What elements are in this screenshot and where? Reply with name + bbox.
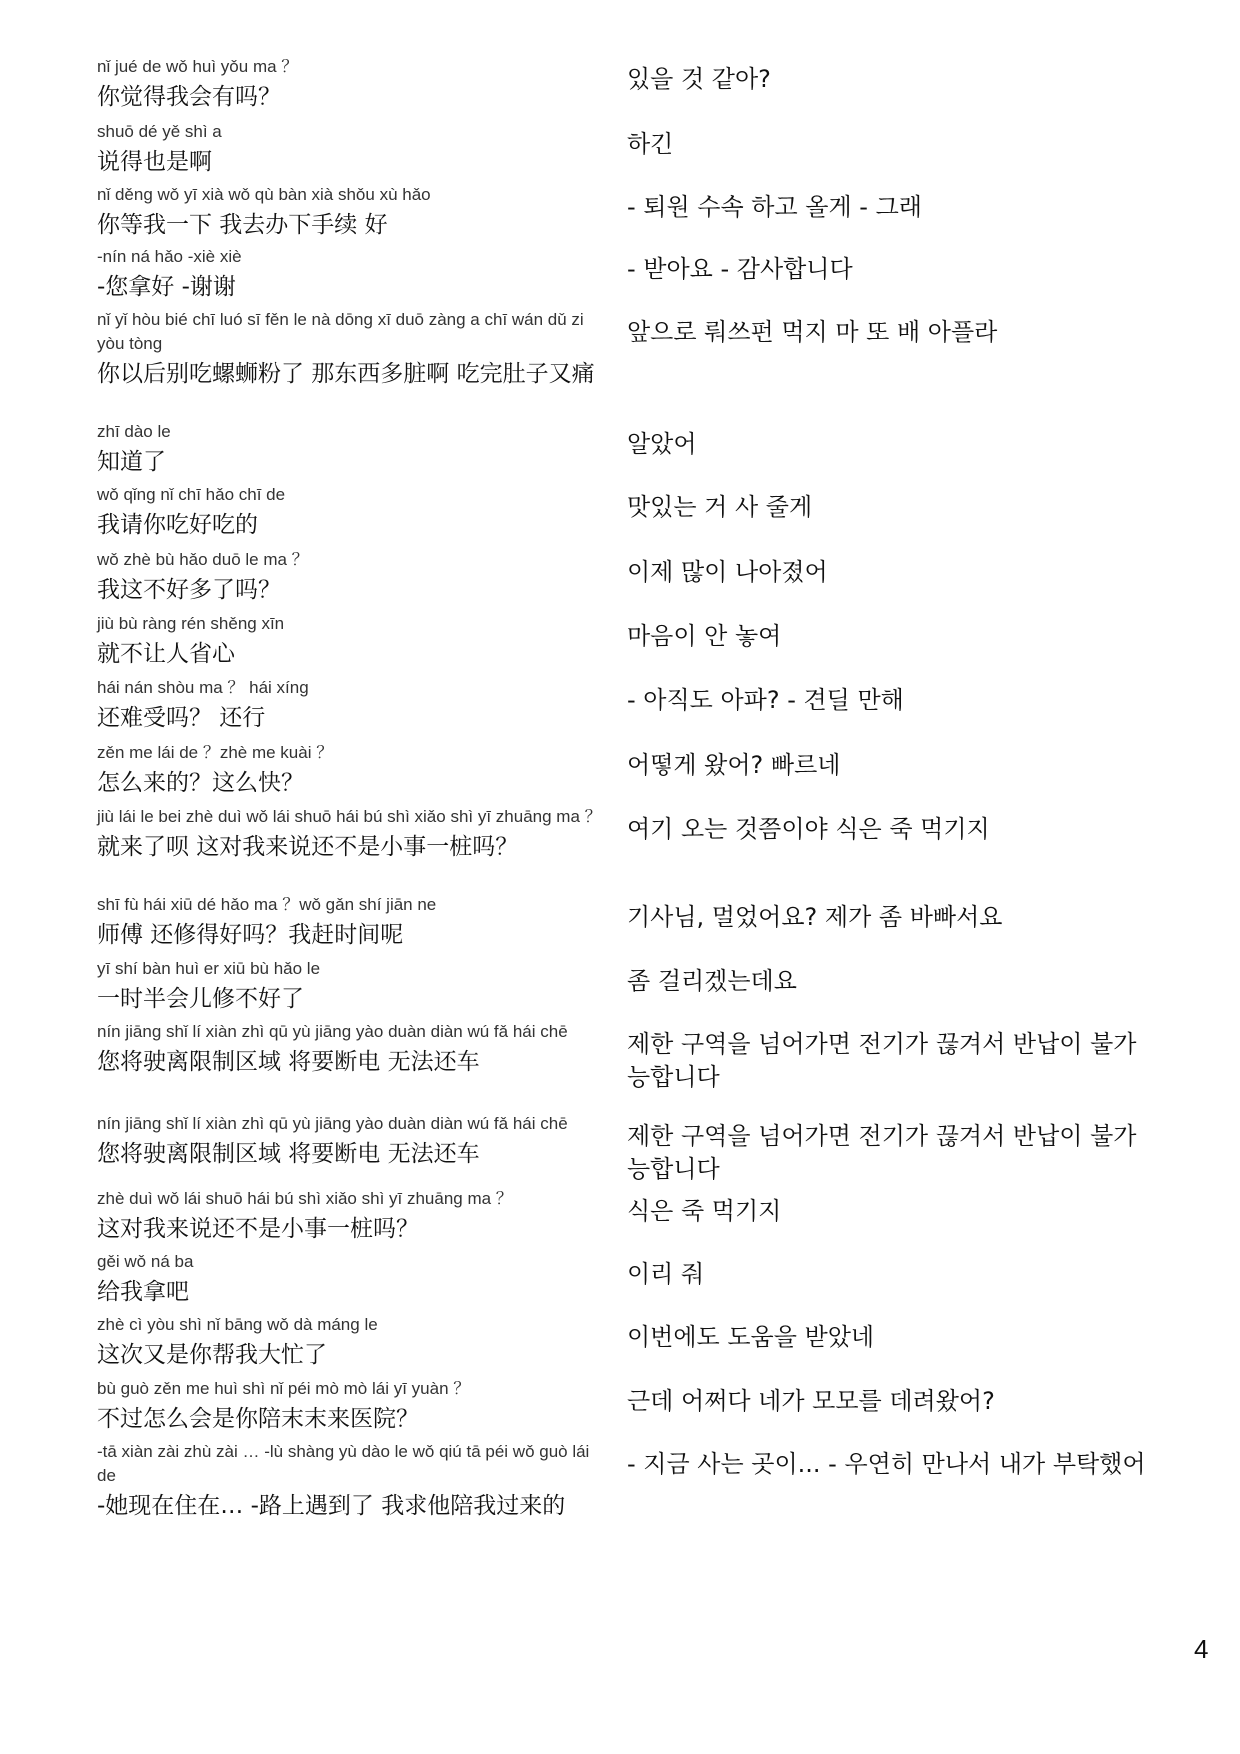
chinese-line: 怎么来的？这么快？: [97, 770, 304, 796]
pinyin-line: bù guò zěn me huì shì nǐ péi mò mò lái yī yuàn ？: [97, 1379, 471, 1398]
chinese-column: [97, 1440, 609, 1522]
korean-line: 여기 오는 것쯤이야 식은 죽 먹기지: [627, 815, 990, 843]
korean-line: 앞으로 뤄쓰펀 먹지 마 또 배 아플라: [627, 318, 998, 346]
chinese-column: [97, 420, 609, 478]
chinese-column: [97, 957, 609, 1015]
pinyin-line: nǐ děng wǒ yī xià wǒ qù bàn xià shǒu xù hǎo: [97, 185, 431, 204]
chinese-line: -您拿好 -谢谢: [97, 274, 236, 300]
pinyin-line: -nín ná hǎo -xiè xiè: [97, 247, 242, 266]
pinyin-line: zhī dào le: [97, 422, 171, 441]
chinese-column: [97, 805, 609, 863]
pinyin-line: nǐ yǐ hòu bié chī luó sī fěn le nà dōng xī duō zàng a chī wán dǔ zi yòu tòng: [97, 310, 584, 353]
pinyin-line: nǐ jué de wǒ huì yǒu ma ？: [97, 57, 299, 76]
chinese-column: [97, 245, 609, 303]
korean-line: 제한 구역을 넘어가면 전기가 끊겨서 반납이 불가능합니다: [627, 1030, 1137, 1091]
chinese-line: 给我拿吧: [97, 1279, 189, 1305]
korean-line: - 아직도 아파? - 견딜 만해: [627, 686, 904, 714]
pinyin-line: zhè cì yòu shì nǐ bāng wǒ dà máng le: [97, 1315, 378, 1334]
korean-line: 하긴: [627, 130, 674, 158]
chinese-line: 说得也是啊: [97, 149, 212, 175]
chinese-column: [97, 1377, 609, 1435]
chinese-column: [97, 55, 609, 113]
korean-line: 알았어: [627, 430, 697, 458]
chinese-line: 你觉得我会有吗？: [97, 84, 281, 110]
pinyin-line: wǒ zhè bù hǎo duō le ma ？: [97, 550, 309, 569]
chinese-line: 你等我一下 我去办下手续 好: [97, 212, 388, 238]
chinese-line: 师傅 还修得好吗？我赶时间呢: [97, 922, 404, 948]
pinyin-line: hái nán shòu ma ？ hái xíng: [97, 678, 309, 697]
chinese-column: [97, 120, 609, 178]
korean-line: - 퇴원 수속 하고 올게 - 그래: [627, 193, 922, 221]
korean-line: 이리 줘: [627, 1260, 705, 1288]
chinese-line: 知道了: [97, 449, 166, 475]
chinese-line: 您将驶离限制区域 将要断电 无法还车: [97, 1141, 480, 1167]
chinese-column: [97, 741, 609, 799]
pinyin-line: gěi wǒ ná ba: [97, 1252, 194, 1271]
chinese-line: 我这不好多了吗？: [97, 577, 281, 603]
korean-line: 맛있는 거 사 줄게: [627, 493, 813, 521]
chinese-column: [97, 893, 609, 951]
korean-line: 마음이 안 놓여: [627, 622, 782, 650]
pinyin-line: jiù lái le bei zhè duì wǒ lái shuō hái bú shì xiǎo shì yī zhuāng ma ？: [97, 807, 602, 826]
korean-line: 좀 걸리겠는데요: [627, 967, 797, 995]
pinyin-line: nín jiāng shǐ lí xiàn zhì qū yù jiāng yào duàn diàn wú fǎ hái chē: [97, 1022, 568, 1041]
page-number: 4: [1194, 1634, 1209, 1664]
korean-line: 식은 죽 먹기지: [627, 1197, 782, 1225]
korean-line: 어떻게 왔어? 빠르네: [627, 751, 841, 779]
pinyin-line: wǒ qǐng nǐ chī hǎo chī de: [97, 485, 286, 504]
korean-line: 이제 많이 나아졌어: [627, 558, 828, 586]
chinese-column: [97, 548, 609, 606]
korean-line: 있을 것 같아?: [627, 65, 771, 93]
chinese-column: [97, 1020, 609, 1078]
chinese-line: 这次又是你帮我大忙了: [97, 1342, 327, 1368]
chinese-line: 就来了呗 这对我来说还不是小事一桩吗？: [97, 834, 519, 860]
chinese-column: [97, 483, 609, 541]
korean-line: - 지금 사는 곳이... - 우연히 만나서 내가 부탁했어: [627, 1450, 1146, 1478]
chinese-column: [97, 308, 609, 390]
chinese-column: [97, 1250, 609, 1308]
pinyin-line: nín jiāng shǐ lí xiàn zhì qū yù jiāng yào duàn diàn wú fǎ hái chē: [97, 1114, 568, 1133]
korean-line: 제한 구역을 넘어가면 전기가 끊겨서 반납이 불가능합니다: [627, 1122, 1137, 1183]
pinyin-line: -tā xiàn zài zhù zài … -lù shàng yù dào le wǒ qiú tā péi wǒ guò lái de: [97, 1442, 590, 1485]
korean-line: 이번에도 도움을 받았네: [627, 1323, 875, 1351]
chinese-column: [97, 1112, 609, 1170]
korean-line: 기사님, 멀었어요? 제가 좀 바빠서요: [627, 903, 1003, 931]
pinyin-line: shuō dé yě shì a: [97, 122, 222, 141]
chinese-column: [97, 676, 609, 734]
pinyin-line: jiù bù ràng rén shěng xīn: [97, 614, 285, 633]
chinese-line: 还难受吗？ 还行: [97, 705, 266, 731]
pinyin-line: yī shí bàn huì er xiū bù hǎo le: [97, 959, 321, 978]
pinyin-line: zěn me lái de ？zhè me kuài ？: [97, 743, 334, 762]
chinese-line: 不过怎么会是你陪末末来医院？: [97, 1406, 419, 1432]
chinese-line: 我请你吃好吃的: [97, 512, 258, 538]
pinyin-line: shī fù hái xiū dé hǎo ma ？wǒ gǎn shí jiān ne: [97, 895, 437, 914]
chinese-line: 就不让人省心: [97, 641, 235, 667]
chinese-line: 这对我来说还不是小事一桩吗？: [97, 1216, 419, 1242]
chinese-line: 你以后别吃螺蛳粉了 那东西多脏啊 吃完肚子又痛: [97, 361, 595, 387]
korean-line: 근데 어쩌다 네가 모모를 데려왔어?: [627, 1387, 995, 1415]
chinese-column: [97, 183, 609, 241]
chinese-column: [97, 1313, 609, 1371]
pinyin-line: zhè duì wǒ lái shuō hái bú shì xiǎo shì yī zhuāng ma ？: [97, 1189, 513, 1208]
chinese-line: 一时半会儿修不好了: [97, 986, 304, 1012]
korean-line: - 받아요 - 감사합니다: [627, 255, 853, 283]
chinese-line: 您将驶离限制区域 将要断电 无法还车: [97, 1049, 480, 1075]
chinese-column: [97, 612, 609, 670]
chinese-line: -她现在住在… -路上遇到了 我求他陪我过来的: [97, 1493, 566, 1519]
chinese-column: [97, 1187, 609, 1245]
